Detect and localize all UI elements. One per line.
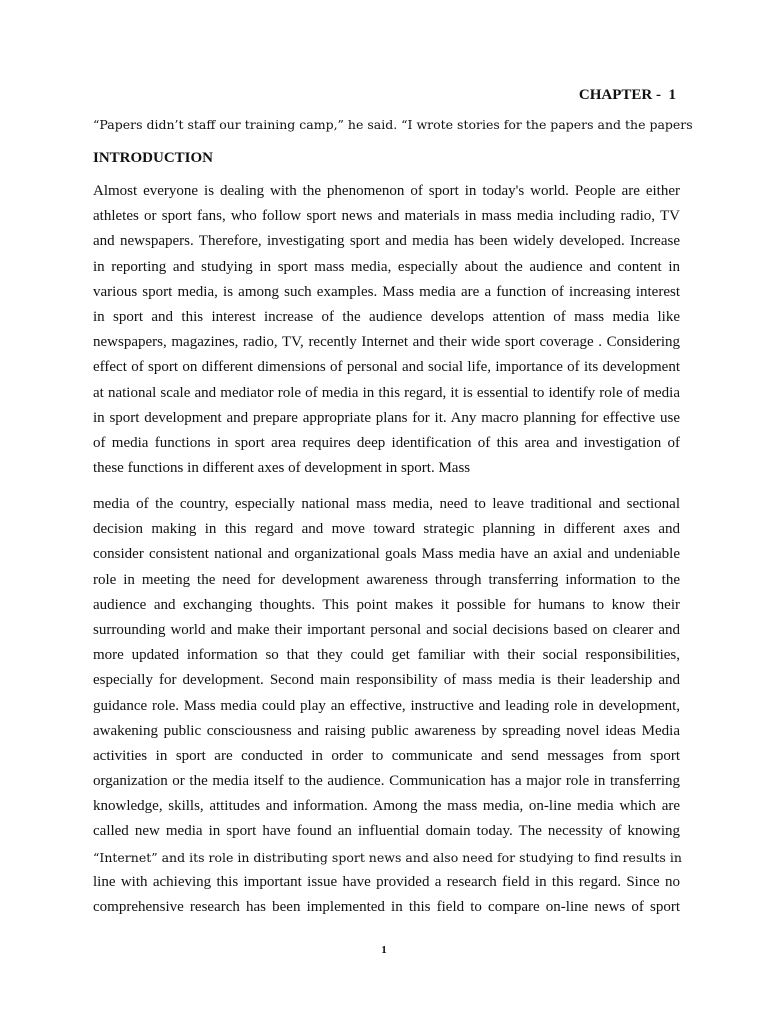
body-paragraph-1 xyxy=(93,179,680,481)
page-number: 1 xyxy=(381,944,387,956)
text-line: at national scale and mediator role of media in this regard, it is essential to identify role of media xyxy=(93,384,680,401)
chapter-title: CHAPTER - 1 xyxy=(578,87,676,103)
section-heading: INTRODUCTION xyxy=(93,150,214,166)
text-line: athletes or sport fans, who follow sport news and materials in mass media including radio, TV xyxy=(93,208,680,225)
text-line: effect of sport on different dimensions of personal and social life, importance of its development xyxy=(93,359,680,376)
text-line: more updated information so that they could get familiar with their social responsibilities, xyxy=(93,647,680,664)
text-line: media of the country, especially national mass media, need to leave traditional and sectional xyxy=(93,496,680,512)
text-line: especially for development. Second main responsibility of mass media is their leadership and xyxy=(93,672,680,689)
text-line: and newspapers. Therefore, investigating sport and media has been widely developed. Increase xyxy=(93,233,680,250)
text-line: guidance role. Mass media could play an effective, instructive and leading role in development, xyxy=(93,697,680,714)
text-line: organization or the media itself to the audience. Communication has a major role in transferring xyxy=(93,773,680,790)
text-line: role in meeting the need for development awareness through transferring information to the xyxy=(93,571,680,588)
text-line: awakening public consciousness and raising public awareness by spreading novel ideas Media xyxy=(93,722,680,739)
text-line: in sport development and prepare appropriate plans for it. Any macro planning for effective use xyxy=(93,409,680,426)
text-line: “Internet” and its role in distributing sport news and also need for studying to find results in xyxy=(93,849,682,865)
text-line: consider consistent national and organizational goals Mass media have an axial and undeniable xyxy=(93,546,680,563)
text-line: newspapers, magazines, radio, TV, recently Internet and their wide sport coverage . Considering xyxy=(93,334,680,351)
text-line: activities in sport are conducted in order to communicate and send messages from sport xyxy=(93,747,680,764)
text-line: surrounding world and make their important personal and social decisions based on clearer and xyxy=(93,621,680,638)
text-line: line with achieving this important issue have provided a research field in this regard. Since no xyxy=(93,873,680,890)
text-line: these functions in different axes of development in sport. Mass xyxy=(93,460,471,477)
text-line: knowledge, skills, attitudes and information. Among the mass media, on-line media which are xyxy=(93,798,680,815)
text-line: in sport and this interest increase of the audience develops attention of mass media like xyxy=(93,308,680,325)
text-line: in reporting and studying in sport mass media, especially about the audience and content in xyxy=(93,258,680,275)
text-line: comprehensive research has been implemented in this field to compare on-line news of sport xyxy=(93,899,680,915)
text-line: various sport media, is among such examples. Mass media are a function of increasing interest xyxy=(93,283,680,300)
text-line: of media functions in sport area requires deep identification of this area and investigation of xyxy=(93,434,680,451)
text-line: audience and exchanging thoughts. This point makes it possible for humans to know their xyxy=(93,596,680,613)
text-line: decision making in this regard and move toward strategic planning in different axes and xyxy=(93,521,680,538)
epigraph-quote: “Papers didn’t staff our training camp,” he said. “I wrote stories for the papers and the papers xyxy=(93,117,693,132)
text-line: called new media in sport have found an influential domain today. The necessity of knowing xyxy=(93,823,680,840)
text-line: Almost everyone is dealing with the phenomenon of sport in today's world. People are either xyxy=(93,183,680,199)
body-paragraph-2 xyxy=(93,492,680,920)
